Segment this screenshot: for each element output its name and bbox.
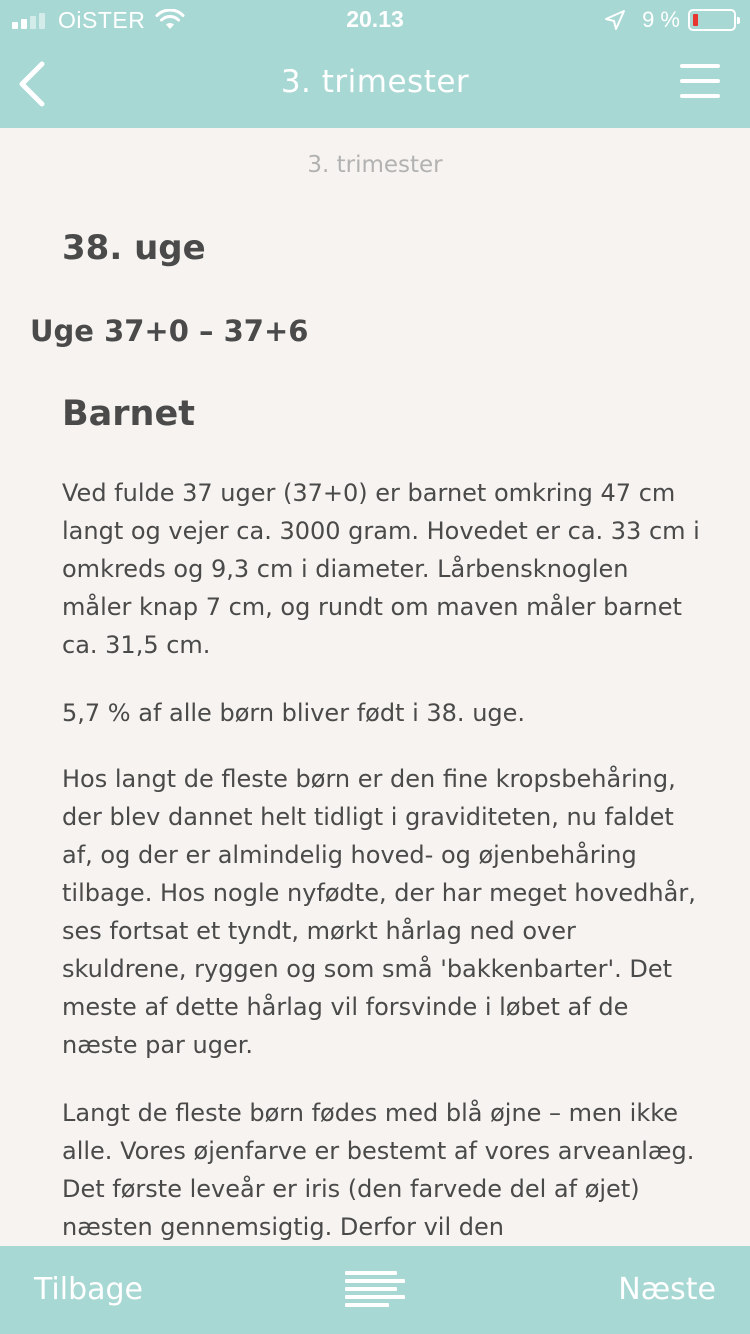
battery-icon — [688, 9, 736, 31]
previous-button[interactable]: Tilbage — [34, 1272, 143, 1307]
hamburger-menu-icon[interactable] — [680, 64, 720, 100]
bottom-toolbar — [0, 1246, 750, 1334]
paragraph: Ved fulde 37 uger (37+0) er barnet omkring 47 cm langt og vejer ca. 3000 gram. Hovedet er ca. 33 cm i omkreds og 9,3 cm i diameter. Lårbensknoglen måler knap 7 cm, og rundt om maven måler barnet ca. 31,5 cm. — [62, 479, 700, 659]
battery-percent: 9 % — [642, 7, 680, 32]
week-heading: 38. uge — [62, 228, 206, 268]
status-bar — [0, 0, 750, 40]
paragraph: Langt de fleste børn fødes med blå øjne – men ikke alle. Vores øjenfarve er bestemt af vores arveanlæg. Det første leveår er iris (den farvede del af øjet) næsten gennemsigtig. Derfor vil den — [62, 1099, 695, 1241]
navigation-bar — [0, 40, 750, 128]
article-content[interactable] — [0, 128, 750, 1246]
status-time: 20.13 — [346, 6, 404, 32]
week-range-heading: Uge 37+0 – 37+6 — [30, 314, 309, 348]
text-lines-icon[interactable] — [345, 1271, 405, 1309]
paragraph: 5,7 % af alle børn bliver født i 38. uge. — [62, 699, 526, 727]
location-arrow-icon — [604, 9, 626, 31]
next-button[interactable]: Næste — [618, 1272, 716, 1307]
status-right — [604, 6, 736, 34]
nav-title: 3. trimester — [280, 64, 470, 100]
paragraph: Hos langt de fleste børn er den fine kropsbehåring, der blev dannet helt tidligt i graviditeten, nu faldet af, og der er almindelig hoved- og øjenbehåring tilbage. Hos nogle nyfødte, der har meget hovedhår, ses fortsat et tyndt, mørkt hårlag ned over skuldrene, ryggen og som små 'bakkenbarter'. Det meste af dette hårlag vil forsvinde i løbet af de næste par uger. — [62, 765, 696, 1059]
chapter-subtitle: 3. trimester — [307, 152, 443, 178]
battery-level-fill — [693, 14, 698, 26]
section-heading: Barnet — [62, 394, 195, 434]
carrier-name: OiSTER — [58, 6, 146, 33]
